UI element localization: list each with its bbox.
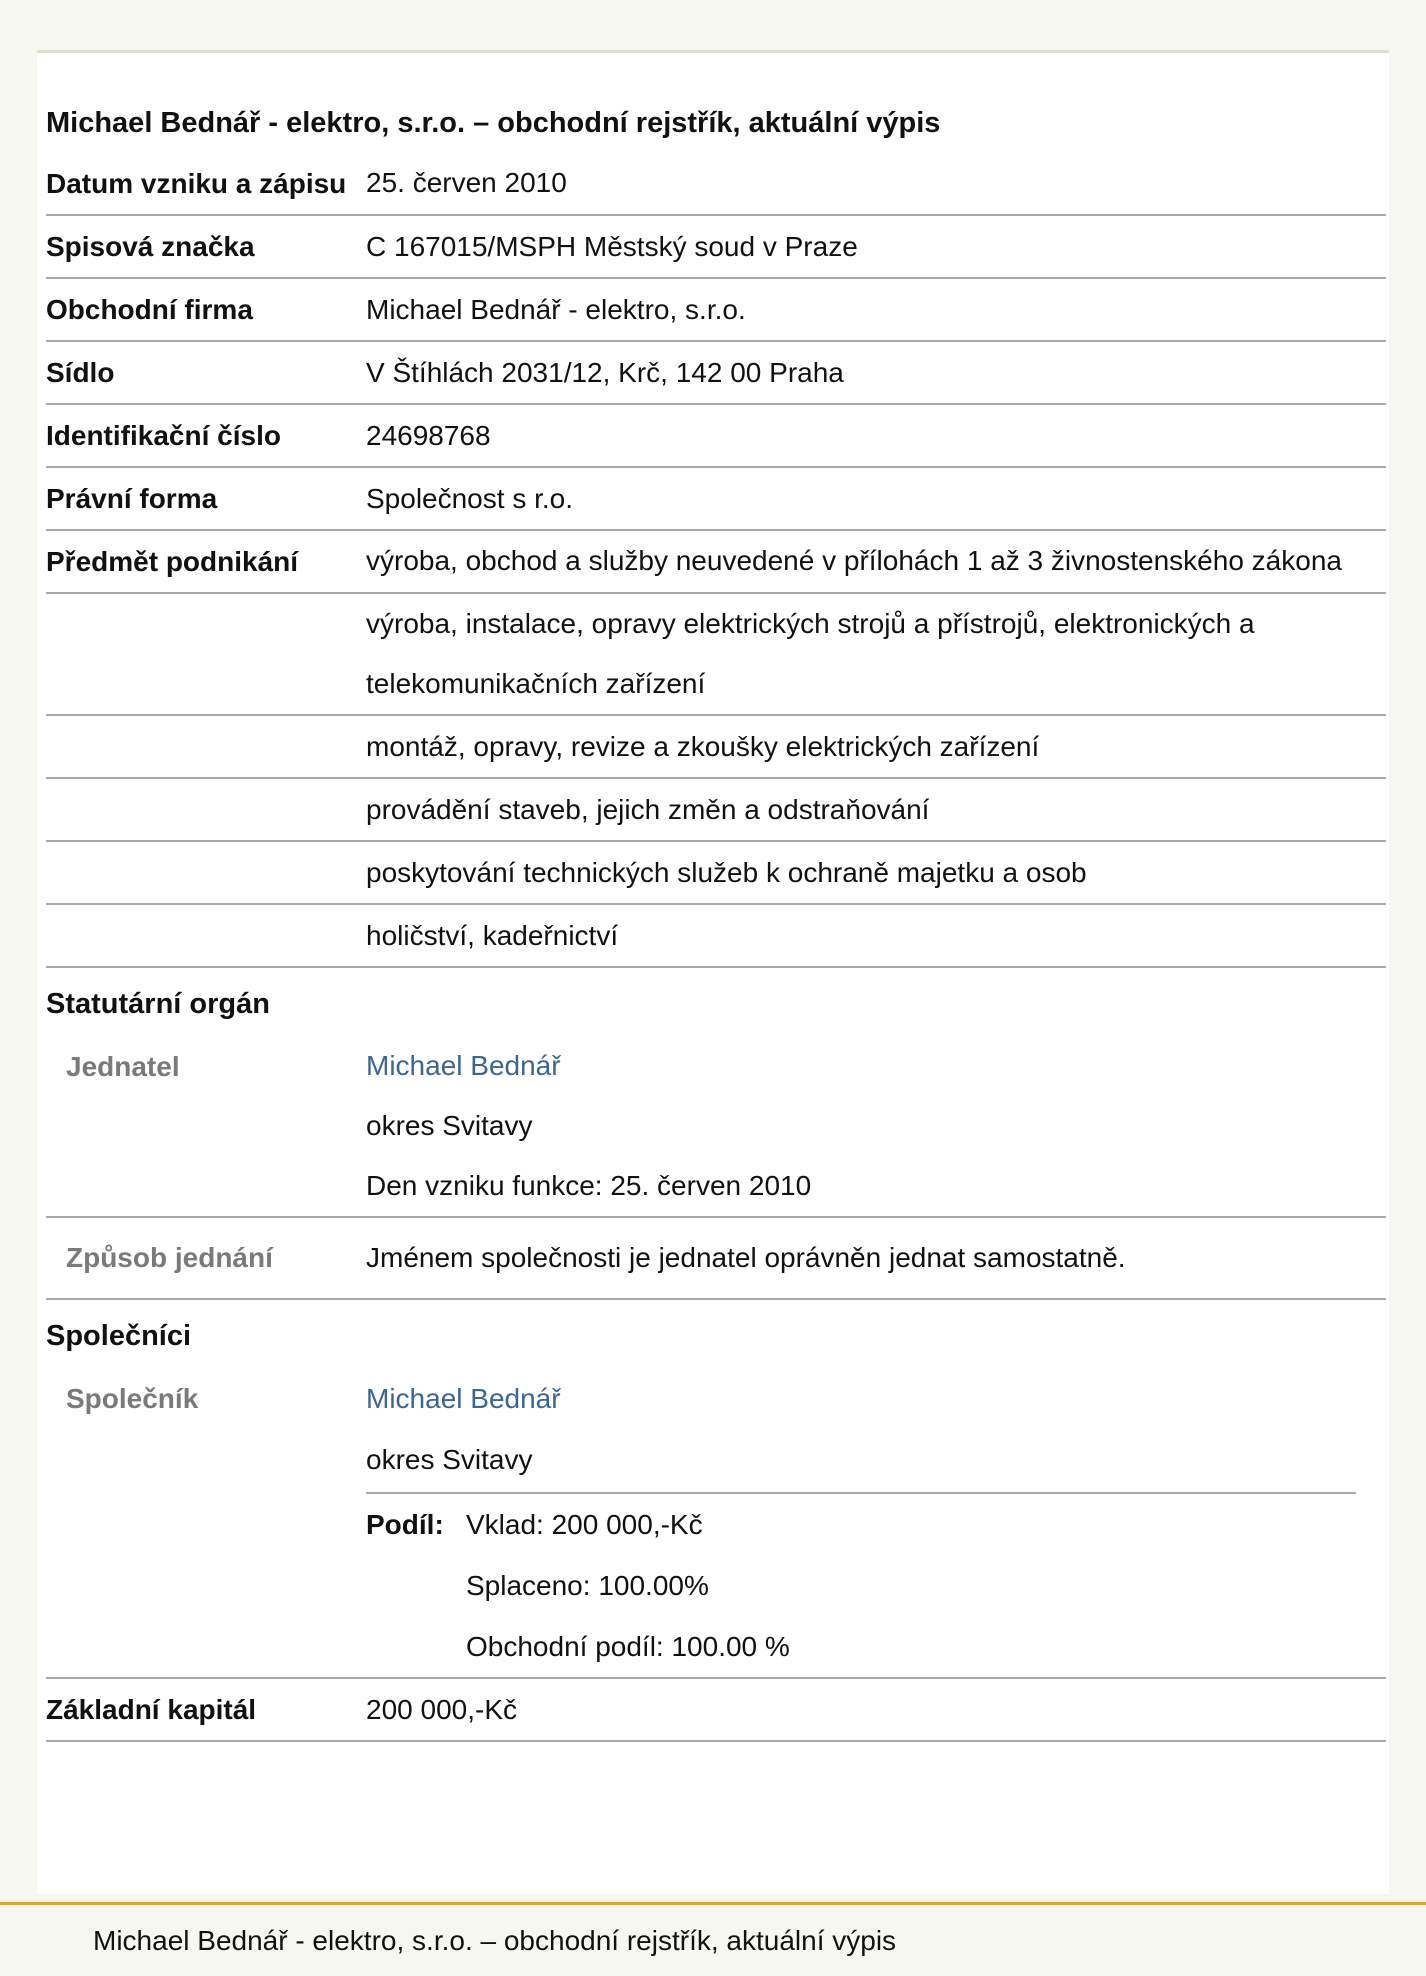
register-card (37, 50, 1389, 1894)
row-predmet-item (46, 594, 1386, 716)
share-splaceno: Splaceno: 100.00% (466, 1570, 709, 1601)
row-predmet-item (46, 779, 1386, 842)
row-value: Společnost s r.o. (366, 483, 574, 514)
row-value: poskytování technických služeb k ochraně majetku a osob (366, 857, 1087, 888)
row-value: 25. červen 2010 (366, 167, 567, 198)
row-label: Jednatel (66, 1051, 180, 1082)
person-district: okres Svitavy (366, 1444, 533, 1475)
row-label: Spisová značka (46, 231, 255, 262)
row-label: Právní forma (46, 483, 218, 514)
register-content (46, 53, 1386, 1742)
section-statutarni-organ: Statutární orgán (46, 988, 270, 1020)
row-value: 24698768 (366, 420, 491, 451)
row-predmet-item (46, 716, 1386, 779)
row-value: 200 000,-Kč (366, 1694, 517, 1725)
row-datum-vzniku (46, 153, 1386, 216)
row-spolecnik (46, 1368, 1386, 1679)
row-value (366, 1036, 1386, 1216)
row-label: Datum vzniku a zápisu (46, 168, 347, 199)
share-block (366, 1494, 1386, 1677)
row-label: Společník (66, 1383, 199, 1414)
row-value: výroba, obchod a služby neuvedené v přílohách 1 až 3 živnostenského zákona (366, 545, 1342, 576)
row-predmet-podnikani (46, 531, 1386, 594)
row-label: Předmět podnikání (46, 546, 299, 577)
document-title: Michael Bednář - elektro, s.r.o. – obchodní rejstřík, aktuální výpis (46, 107, 941, 139)
row-value (366, 1368, 1386, 1677)
row-zpusob-jednani (46, 1218, 1386, 1300)
function-since: Den vzniku funkce: 25. červen 2010 (366, 1170, 812, 1201)
row-label: Obchodní firma (46, 294, 253, 325)
share-details (466, 1494, 790, 1677)
footer-title: Michael Bednář - elektro, s.r.o. – obchodní rejstřík, aktuální výpis (93, 1925, 897, 1956)
row-value: montáž, opravy, revize a zkoušky elektrických zařízení (366, 731, 1040, 762)
row-value: výroba, instalace, opravy elektrických strojů a přístrojů, elektronických a telekomunikačních zařízení (366, 608, 1255, 699)
person-link[interactable]: Michael Bednář (366, 1050, 561, 1081)
row-value: Jménem společnosti je jednatel oprávněn jednat samostatně. (366, 1242, 1126, 1273)
row-value: C 167015/MSPH Městský soud v Praze (366, 231, 858, 262)
row-value: Michael Bednář - elektro, s.r.o. (366, 294, 746, 325)
person-link[interactable]: Michael Bednář (366, 1383, 561, 1414)
row-zakladni-kapital (46, 1679, 1386, 1742)
row-identifikacni-cislo (46, 405, 1386, 468)
footer (0, 1902, 1426, 1976)
row-spisova-znacka (46, 216, 1386, 279)
row-predmet-item (46, 842, 1386, 905)
share-label: Podíl: (366, 1509, 444, 1540)
section-spolecnici: Společníci (46, 1320, 192, 1352)
row-label: Identifikační číslo (46, 420, 281, 451)
share-vklad: Vklad: 200 000,-Kč (466, 1509, 703, 1540)
share-obchodni-podil: Obchodní podíl: 100.00 % (466, 1631, 790, 1662)
person-district: okres Svitavy (366, 1110, 533, 1141)
row-predmet-item (46, 905, 1386, 968)
row-label: Způsob jednání (66, 1242, 273, 1273)
row-value: V Štíhlách 2031/12, Krč, 142 00 Praha (366, 357, 844, 388)
row-obchodni-firma (46, 279, 1386, 342)
row-pravni-forma (46, 468, 1386, 531)
row-value: holičství, kadeřnictví (366, 920, 619, 951)
row-label: Sídlo (46, 357, 115, 388)
row-label: Základní kapitál (46, 1694, 257, 1725)
row-value: provádění staveb, jejich změn a odstraňování (366, 794, 930, 825)
row-jednatel (46, 1036, 1386, 1218)
row-sidlo (46, 342, 1386, 405)
